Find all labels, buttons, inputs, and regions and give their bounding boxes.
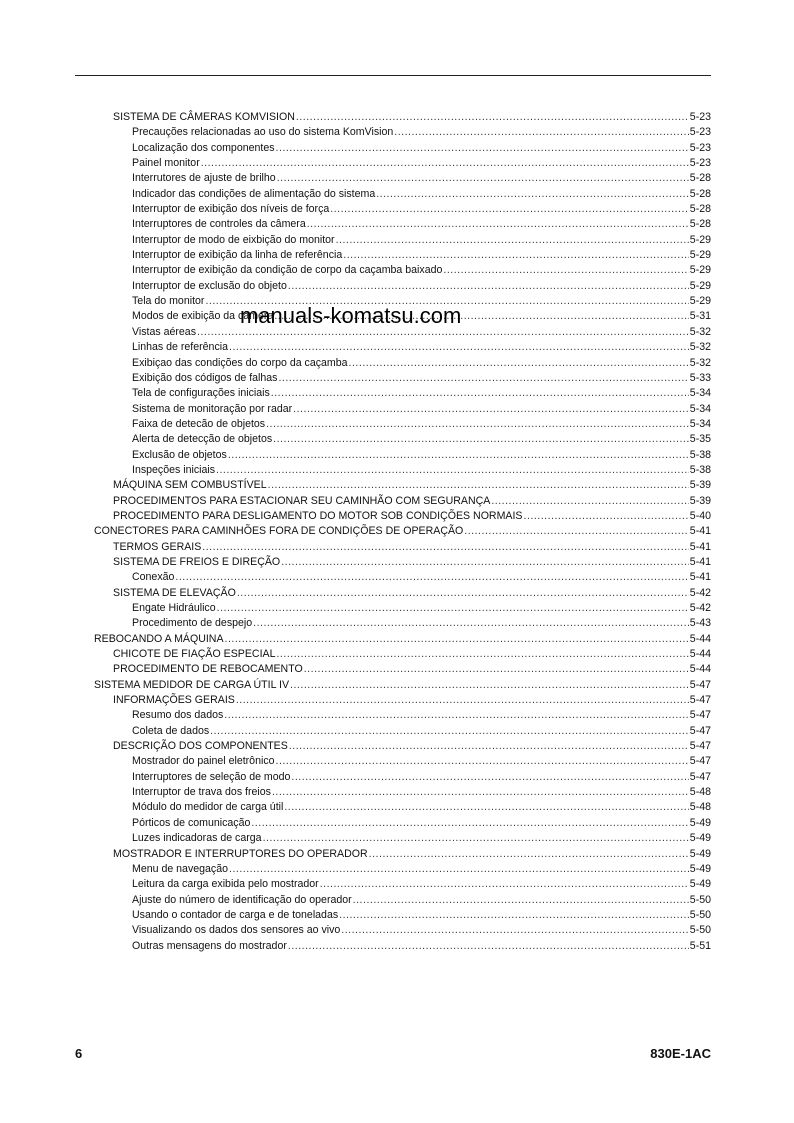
toc-entry-title: Localização dos componentes xyxy=(132,141,275,154)
toc-entry xyxy=(0,356,794,371)
toc-entry-page: 5-50 xyxy=(689,908,711,921)
toc-entry-page: 5-32 xyxy=(689,325,711,338)
table-of-contents xyxy=(0,110,794,954)
toc-leader-dots xyxy=(330,202,689,217)
toc-leader-dots xyxy=(284,800,688,815)
toc-entry-title: Painel monitor xyxy=(132,157,200,170)
toc-entry xyxy=(0,770,794,785)
toc-entry-title: Resumo dos dados xyxy=(132,709,224,722)
toc-leader-dots xyxy=(524,509,689,524)
toc-leader-dots xyxy=(394,125,689,140)
toc-leader-dots xyxy=(201,156,689,171)
toc-entry xyxy=(0,432,794,447)
toc-entry xyxy=(0,555,794,570)
toc-entry-page: 5-47 xyxy=(689,770,711,783)
toc-entry-page: 5-42 xyxy=(689,586,711,599)
toc-entry-page: 5-47 xyxy=(689,740,711,753)
toc-entry-page: 5-41 xyxy=(689,525,711,538)
toc-entry xyxy=(0,340,794,355)
toc-entry-title: Engate Hidráulico xyxy=(132,602,216,614)
toc-entry-title: Interrutores de ajuste de brilho xyxy=(132,172,276,185)
toc-leader-dots xyxy=(278,371,688,386)
toc-entry-title: Precauções relacionadas ao uso do sistema KomVision xyxy=(132,126,394,139)
toc-entry-title: TERMOS GERAIS xyxy=(113,540,202,553)
toc-leader-dots xyxy=(271,386,689,401)
toc-entry-title: Interruptor de exibição da condição de corpo da caçamba baixado xyxy=(132,264,443,277)
toc-entry xyxy=(0,678,794,693)
toc-entry-title: PROCEDIMENTO PARA DESLIGAMENTO DO MOTOR SOB CONDIÇÕES NORMAIS xyxy=(113,509,523,522)
toc-entry-page: 5-49 xyxy=(689,878,711,891)
toc-entry-page: 5-44 xyxy=(689,632,711,645)
toc-leader-dots xyxy=(288,939,689,954)
toc-entry-page: 5-38 xyxy=(689,448,711,461)
toc-entry xyxy=(0,739,794,754)
toc-entry-title: Interruptor de trava dos freios xyxy=(132,786,271,799)
toc-entry-page: 5-23 xyxy=(689,126,711,139)
toc-entry-page: 5-42 xyxy=(689,602,711,614)
toc-entry-page: 5-32 xyxy=(689,356,711,369)
toc-entry-title: MOSTRADOR E INTERRUPTORES DO OPERADOR xyxy=(113,847,368,860)
toc-leader-dots xyxy=(229,862,689,877)
toc-entry-page: 5-50 xyxy=(689,924,711,937)
toc-entry-page: 5-23 xyxy=(689,141,711,154)
toc-entry-page: 5-29 xyxy=(689,233,711,246)
toc-entry-page: 5-28 xyxy=(689,218,711,231)
toc-leader-dots xyxy=(263,831,689,846)
toc-entry-page: 5-48 xyxy=(689,801,711,814)
toc-leader-dots xyxy=(349,356,689,371)
toc-entry-title: Módulo do medidor de carga útil xyxy=(132,801,284,814)
toc-entry-title: SISTEMA DE FREIOS E DIREÇÃO xyxy=(113,555,281,568)
toc-entry-title: Interruptor de modo de eixbição do monitor xyxy=(132,233,335,246)
toc-entry-page: 5-47 xyxy=(689,709,711,722)
toc-entry xyxy=(0,386,794,401)
toc-leader-dots xyxy=(210,724,689,739)
toc-entry xyxy=(0,724,794,739)
toc-entry-page: 5-49 xyxy=(689,816,711,829)
toc-entry-page: 5-34 xyxy=(689,402,711,415)
toc-leader-dots xyxy=(276,754,689,769)
toc-entry xyxy=(0,908,794,923)
toc-entry-page: 5-34 xyxy=(689,387,711,400)
toc-entry-page: 5-29 xyxy=(689,264,711,277)
toc-entry xyxy=(0,217,794,232)
toc-entry-title: Pórticos de comunicação xyxy=(132,816,251,829)
toc-entry-page: 5-28 xyxy=(689,187,711,200)
toc-entry-title: Tela de configurações iniciais xyxy=(132,387,270,400)
toc-entry xyxy=(0,877,794,892)
toc-entry-title: CONECTORES PARA CAMINHÕES FORA DE CONDIÇÕES DE OPERAÇÃO xyxy=(94,525,464,538)
toc-entry-title: SISTEMA DE ELEVAÇÃO xyxy=(113,586,236,599)
toc-entry xyxy=(0,816,794,831)
toc-entry xyxy=(0,156,794,171)
toc-entry-page: 5-49 xyxy=(689,862,711,875)
toc-entry-page: 5-23 xyxy=(689,157,711,170)
toc-leader-dots xyxy=(276,647,688,662)
toc-entry-title: PROCEDIMENTO DE REBOCAMENTO xyxy=(113,663,303,676)
toc-entry xyxy=(0,785,794,800)
toc-entry-page: 5-47 xyxy=(689,755,711,768)
toc-entry-page: 5-41 xyxy=(689,571,711,584)
toc-entry-page: 5-40 xyxy=(689,509,711,522)
toc-leader-dots xyxy=(293,402,689,417)
toc-entry-title: Interruptor de exibição da linha de referência xyxy=(132,249,343,262)
toc-entry xyxy=(0,448,794,463)
toc-entry-title: Interruptores de controles da câmera xyxy=(132,218,306,231)
toc-entry xyxy=(0,847,794,862)
toc-entry-page: 5-51 xyxy=(689,939,711,952)
toc-entry xyxy=(0,923,794,938)
toc-entry xyxy=(0,171,794,186)
toc-leader-dots xyxy=(320,877,689,892)
toc-entry-title: Exibição dos códigos de falhas xyxy=(132,371,278,384)
toc-leader-dots xyxy=(266,417,689,432)
toc-entry xyxy=(0,939,794,954)
toc-entry-page: 5-49 xyxy=(689,847,711,860)
watermark: manuals-komatsu.com xyxy=(240,303,462,328)
toc-entry xyxy=(0,586,794,601)
toc-entry-title: Leitura da carga exibida pelo mostrador xyxy=(132,878,319,891)
toc-entry xyxy=(0,371,794,386)
toc-leader-dots xyxy=(376,187,689,202)
toc-leader-dots xyxy=(353,893,689,908)
toc-leader-dots xyxy=(339,908,689,923)
toc-leader-dots xyxy=(251,816,688,831)
toc-leader-dots xyxy=(268,478,689,493)
toc-leader-dots xyxy=(491,494,688,509)
toc-entry-page: 5-38 xyxy=(689,463,711,476)
toc-leader-dots xyxy=(202,540,689,555)
toc-entry-page: 5-39 xyxy=(689,494,711,507)
toc-entry-title: REBOCANDO A MÁQUINA xyxy=(94,632,224,645)
toc-entry xyxy=(0,141,794,156)
toc-entry-title: SISTEMA DE CÂMERAS KOMVISION xyxy=(113,111,295,123)
toc-entry xyxy=(0,662,794,677)
toc-leader-dots xyxy=(443,263,688,278)
toc-entry-title: Faixa de detecão de objetos xyxy=(132,417,266,430)
toc-entry-page: 5-29 xyxy=(689,249,711,262)
toc-entry-title: Conexão xyxy=(132,571,175,584)
toc-leader-dots xyxy=(289,739,689,754)
toc-entry-title: CHICOTE DE FIAÇÃO ESPECIAL xyxy=(113,648,276,661)
header-rule xyxy=(75,75,711,76)
toc-entry-title: Indicador das condições de alimentação do sistema xyxy=(132,187,376,200)
toc-entry-title: Ajuste do número de identificação do operador xyxy=(132,893,352,906)
toc-leader-dots xyxy=(228,448,689,463)
toc-entry-title: DESCRIÇÃO DOS COMPONENTES xyxy=(113,740,288,753)
toc-entry-title: Luzes indicadoras de carga xyxy=(132,832,262,845)
toc-entry xyxy=(0,248,794,263)
toc-entry-title: Procedimento de despejo xyxy=(132,617,253,630)
toc-entry-page: 5-28 xyxy=(689,203,711,216)
toc-leader-dots xyxy=(272,785,689,800)
toc-entry xyxy=(0,693,794,708)
toc-entry-title: Coleta de dados xyxy=(132,724,210,737)
toc-leader-dots xyxy=(341,923,689,938)
toc-entry-title: Mostrador do painel eletrônico xyxy=(132,755,275,768)
toc-entry xyxy=(0,233,794,248)
toc-leader-dots xyxy=(343,248,689,263)
toc-leader-dots xyxy=(237,586,689,601)
toc-entry xyxy=(0,540,794,555)
toc-entry-title: Exclusão de objetos xyxy=(132,448,227,461)
toc-entry-title: Interruptores de seleção de modo xyxy=(132,770,291,783)
toc-leader-dots xyxy=(236,693,689,708)
toc-leader-dots xyxy=(277,171,689,186)
toc-entry-title: Visualizando os dados dos sensores ao vivo xyxy=(132,924,341,937)
toc-entry-title: Interruptor de exclusão do objeto xyxy=(132,279,287,292)
toc-leader-dots xyxy=(175,570,688,585)
toc-leader-dots xyxy=(217,601,689,616)
toc-entry xyxy=(0,800,794,815)
toc-leader-dots xyxy=(276,141,689,156)
toc-leader-dots xyxy=(216,463,689,478)
toc-entry-page: 5-43 xyxy=(689,617,711,630)
toc-leader-dots xyxy=(225,632,689,647)
toc-leader-dots xyxy=(291,770,688,785)
toc-entry-page: 5-41 xyxy=(689,555,711,568)
toc-entry-page: 5-41 xyxy=(689,540,711,553)
toc-entry xyxy=(0,831,794,846)
toc-leader-dots xyxy=(290,678,689,693)
toc-entry xyxy=(0,417,794,432)
toc-entry xyxy=(0,125,794,140)
toc-entry-page: 5-29 xyxy=(689,295,711,308)
toc-entry-title: PROCEDIMENTOS PARA ESTACIONAR SEU CAMINHÃO COM SEGURANÇA xyxy=(113,494,491,507)
toc-entry xyxy=(0,478,794,493)
toc-entry-page: 5-32 xyxy=(689,341,711,354)
footer-model: 830E-1AC xyxy=(650,1046,711,1061)
toc-leader-dots xyxy=(464,524,689,539)
toc-leader-dots xyxy=(273,432,689,447)
toc-leader-dots xyxy=(369,847,689,862)
toc-entry xyxy=(0,463,794,478)
toc-entry-page: 5-47 xyxy=(689,724,711,737)
toc-entry-title: Outras mensagens do mostrador xyxy=(132,939,287,952)
toc-entry xyxy=(0,708,794,723)
toc-entry-title: INFORMAÇÕES GERAIS xyxy=(113,694,235,707)
toc-entry-title: Vistas aéreas xyxy=(132,325,196,338)
toc-entry-page: 5-48 xyxy=(689,786,711,799)
toc-leader-dots xyxy=(224,708,689,723)
toc-entry xyxy=(0,279,794,294)
toc-leader-dots xyxy=(288,279,689,294)
toc-entry-page: 5-47 xyxy=(689,678,711,691)
toc-entry-title: Menu de navegação xyxy=(132,862,229,875)
toc-entry-page: 5-44 xyxy=(689,648,711,661)
toc-entry-title: Tela do monitor xyxy=(132,295,205,308)
toc-entry xyxy=(0,647,794,662)
toc-entry-title: MÁQUINA SEM COMBUSTÍVEL xyxy=(113,479,267,492)
toc-entry xyxy=(0,632,794,647)
footer-page-number: 6 xyxy=(75,1046,83,1061)
toc-entry-page: 5-49 xyxy=(689,832,711,845)
toc-entry-title: SISTEMA MEDIDOR DE CARGA ÚTIL IV xyxy=(94,678,290,691)
toc-entry-title: Interruptor de exibição dos níveis de força xyxy=(132,203,330,216)
toc-entry xyxy=(0,187,794,202)
toc-entry xyxy=(0,601,794,616)
toc-leader-dots xyxy=(281,555,689,570)
toc-entry-title: Exibiçao das condições do corpo da caçamba xyxy=(132,356,348,369)
toc-entry xyxy=(0,570,794,585)
toc-entry-page: 5-31 xyxy=(689,310,711,323)
toc-leader-dots xyxy=(336,233,689,248)
toc-entry xyxy=(0,263,794,278)
toc-entry xyxy=(0,110,794,125)
toc-entry-page: 5-50 xyxy=(689,893,711,906)
toc-entry-page: 5-35 xyxy=(689,433,711,446)
toc-leader-dots xyxy=(304,662,689,677)
toc-entry-title: Linhas de referência xyxy=(132,341,228,354)
toc-entry xyxy=(0,402,794,417)
toc-entry xyxy=(0,616,794,631)
toc-entry-page: 5-23 xyxy=(689,111,711,123)
toc-entry xyxy=(0,202,794,217)
toc-entry-page: 5-39 xyxy=(689,479,711,492)
toc-entry-page: 5-47 xyxy=(689,694,711,707)
toc-entry-page: 5-29 xyxy=(689,279,711,292)
toc-entry-title: Inspeções iniciais xyxy=(132,463,216,476)
toc-leader-dots xyxy=(307,217,689,232)
toc-entry xyxy=(0,862,794,877)
toc-leader-dots xyxy=(229,340,689,355)
toc-leader-dots xyxy=(253,616,689,631)
toc-leader-dots xyxy=(296,110,689,125)
toc-entry xyxy=(0,893,794,908)
toc-entry xyxy=(0,509,794,524)
toc-entry-title: Alerta de detecção de objetos xyxy=(132,433,273,446)
toc-entry-page: 5-33 xyxy=(689,371,711,384)
toc-entry-page: 5-34 xyxy=(689,417,711,430)
toc-entry xyxy=(0,524,794,539)
toc-entry-page: 5-44 xyxy=(689,663,711,676)
toc-entry-page: 5-28 xyxy=(689,172,711,185)
toc-entry xyxy=(0,754,794,769)
toc-entry-title: Usando o contador de carga e de toneladas xyxy=(132,908,339,921)
toc-entry-title: Sistema de monitoração por radar xyxy=(132,402,293,415)
toc-entry xyxy=(0,494,794,509)
toc-entry-title: Modos de exibição da câmera xyxy=(132,310,274,323)
